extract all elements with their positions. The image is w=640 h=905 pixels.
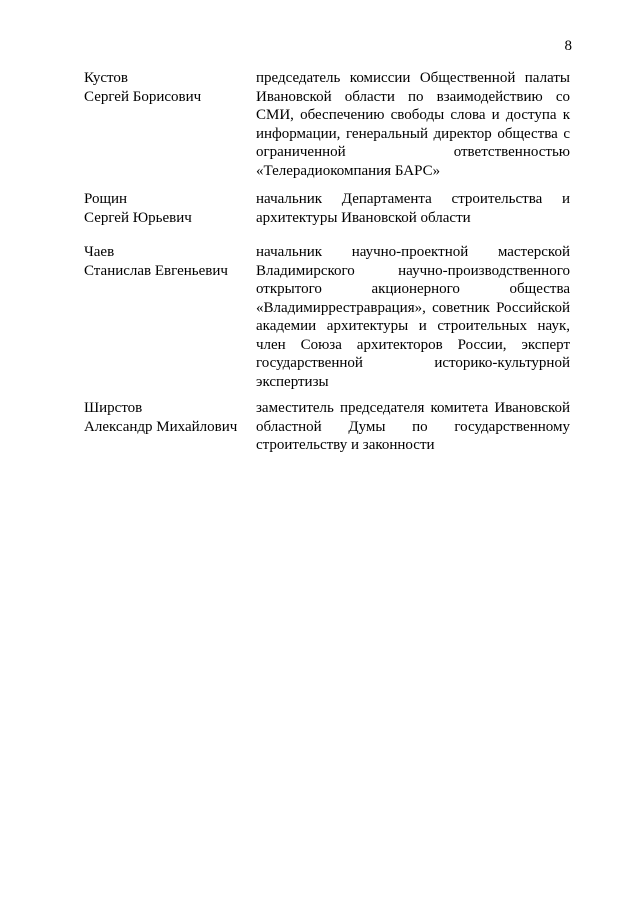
position-line: СМИ, обеспечению свободы слова и доступа к (256, 107, 570, 123)
position-word: областной (256, 418, 322, 435)
member-given-names: Станислав Евгеньевич (84, 262, 228, 279)
position-line (256, 354, 570, 373)
position-word: мастерской (497, 244, 570, 260)
position-word: начальник (256, 191, 323, 207)
member-position (256, 69, 570, 180)
member-name (84, 243, 254, 280)
member-position (256, 399, 570, 455)
position-word: акционерного (371, 281, 460, 297)
position-line: председатель комиссии Общественной палаты (256, 70, 570, 86)
member-name (84, 69, 254, 106)
position-line: строительству и законности (256, 437, 435, 453)
position-line: «Телерадиокомпания БАРС» (256, 162, 441, 179)
position-line (256, 143, 570, 162)
member-position (256, 190, 570, 227)
position-word: научно-проектной (351, 244, 469, 260)
member-given-names: Александр Михайлович (84, 418, 238, 435)
position-line: архитектуры Ивановской области (256, 209, 471, 226)
position-line: экспертизы (256, 373, 329, 390)
member-surname: Ширстов (84, 400, 143, 416)
position-line: академии архитектуры и строительных наук, (256, 318, 570, 334)
position-word: начальник (256, 244, 323, 260)
position-line: заместитель председателя комитета Ивановской (256, 400, 570, 416)
position-word: открытого (256, 281, 322, 297)
position-line (256, 418, 570, 437)
member-name (84, 399, 254, 436)
member-surname: Чаев (84, 244, 115, 260)
position-word: по (412, 418, 428, 435)
position-word: Думы (348, 418, 386, 435)
member-given-names: Сергей Юрьевич (84, 209, 192, 226)
position-word: ответственностью (453, 144, 570, 160)
position-line (256, 243, 570, 262)
member-position (256, 243, 570, 391)
page-number: 8 (564, 38, 572, 54)
member-surname: Рощин (84, 191, 128, 207)
position-word: общества (509, 281, 570, 297)
position-line: Ивановской области по взаимодействию со (256, 88, 570, 105)
position-word: научно-производственного (398, 262, 570, 279)
position-word: государственному (454, 418, 570, 435)
position-word: строительства (451, 191, 543, 207)
position-line (256, 190, 570, 209)
position-line: «Владимиррестраврация», советник Российской (256, 299, 570, 316)
position-word: ограниченной (256, 144, 346, 160)
position-word: и (561, 191, 570, 207)
member-name (84, 190, 254, 227)
position-line (256, 280, 570, 299)
position-word: историко-культурной (434, 355, 570, 371)
member-surname: Кустов (84, 70, 128, 86)
position-line (256, 262, 570, 281)
position-word: государственной (256, 355, 363, 371)
position-line: информации, генеральный директор общества с (256, 125, 570, 142)
position-word: Владимирского (256, 262, 355, 279)
position-word: Департамента (341, 191, 432, 207)
position-line: член Союза архитекторов России, эксперт (256, 336, 570, 353)
member-given-names: Сергей Борисович (84, 88, 202, 105)
